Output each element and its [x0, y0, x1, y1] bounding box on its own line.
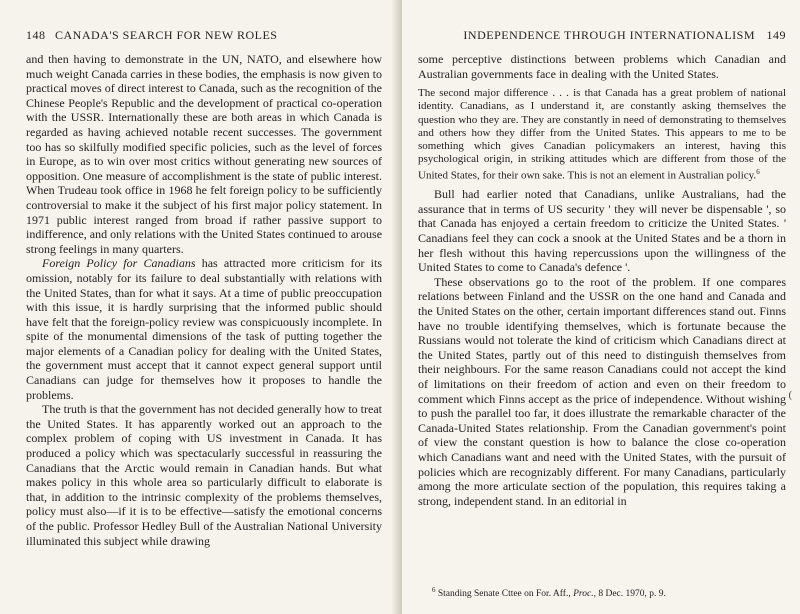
- right-paragraph-2: These observations go to the root of the problem. If one compares relations between Finland and the USSR on the one hand and Canada and the United States on the other, certain important differences stand out. Finns have no trouble identifying themselves, which is fortunate because the Russians would not tolerate the kind of criticism which Canadians direct at the United States, partly out of this need to distinguish themselves from their neighbours. For the same reason Canadians could not accept the kind of limitations on their freedom of action and even on their freedom to comment which Finns accept as the price of independence. Without wishing to push the parallel too far, it does illustrate the remarkable character of the Canada-United States relationship. From the Canadian government's point of view the constant question is how to balance the close co-operation which Canadians want and need with the United States, with the pursuit of policies which are recognizably different. For many Canadians, particularly among the more articulate section of the population, this requires taking a strong, independent stand. In an editorial in: [418, 274, 786, 508]
- block-quote: [418, 87, 786, 183]
- right-page: [402, 0, 800, 614]
- quote-footnote-ref: 6: [756, 168, 760, 177]
- right-running-head: [416, 28, 786, 43]
- left-body-text: [26, 52, 382, 548]
- italic-title: Foreign Policy for Canadians: [42, 256, 196, 271]
- right-paragraph-1: Bull had earlier noted that Canadians, unlike Australians, had the assurance that in terms of US security ' they will never be dispensable ', so that Canada has enjoyed a certain freedom to criticize the United States. ' Canadians feel they can cock a snook at the United States and be a thorn in her flesh without this having repercussions upon the willingness of the United States to come to Canada's defence '.: [418, 187, 786, 275]
- right-body-text: [418, 52, 786, 508]
- right-page-number: 149: [766, 28, 786, 42]
- footnote: [432, 584, 792, 600]
- left-page: [0, 0, 398, 614]
- margin-mark: (: [788, 390, 792, 401]
- left-paragraph-3: The truth is that the government has not decided generally how to treat the United States. It has apparently worked out an approach to the complex problem of coping with US investment in Canada. It has produced a policy which was spectacularly successful in reassuring the Canadians that the Arctic would remain in Canadian hands. But what makes policy in this whole area so particularly difficult to elaborate is that, in addition to the intrinsic complexity of the problems themselves, policy must also—if it is to be effective—satisfy the emotional concerns of the public. Professor Hedley Bull of the Australian National University illuminated this subject while drawing: [26, 402, 382, 548]
- footnote-text-after: , 8 Dec. 1970, p. 9.: [593, 589, 666, 600]
- left-paragraph-2: [26, 256, 382, 402]
- left-paragraph-2-text: has attracted more criticism for its omission, notably for its failure to deal substantially with relations with the United States, than for what it says. At a time of public preoccupation with this issue, it is hardly surprising that the informed public should have felt that the foreign-policy review was conspicuously incomplete. In spite of the monumental dimensions of the task of putting together the major elements of a Canadian policy for dealing with the United States, the government must accept that it cannot expect general support until Canadians can judge for themselves how it proposes to handle the problems.: [26, 256, 382, 402]
- left-paragraph-1: and then having to demonstrate in the UN, NATO, and elsewhere how much weight Canada carries in these bodies, the emphasis is now given to practical moves of direct interest to Canada, such as the recognition of the Chinese People's Republic and the development of practical co-operation with the USSR. Internationally these are both areas in which Canada is regarded as having achieved notable recent successes. The government too has so skilfully modified specific policies, such as the level of forces in Europe, as to win over most critics without generating new sources of opposition. One measure of accomplishment is the state of public interest. When Trudeau took office in 1968 he felt foreign policy to be sufficiently controversial to make it the subject of his first major policy statement. In 1971 public interest ranged from broad if rather passive support to indifference, and only relations with the United States continued to arouse strong feelings in many quarters.: [26, 52, 383, 256]
- left-running-title: CANADA'S SEARCH FOR NEW ROLES: [55, 28, 278, 42]
- left-page-number: 148: [26, 28, 46, 42]
- footnote-italic: Proc.: [573, 589, 594, 600]
- right-opening-paragraph: some perceptive distinctions between problems which Canadian and Australian governments face in dealing with the United States.: [418, 52, 786, 81]
- left-running-head: [26, 28, 388, 43]
- footnote-text-before: Standing Senate Cttee on For. Aff.,: [435, 589, 574, 600]
- block-quote-text: The second major difference . . . is that Canada has a great problem of national identity. Canadians, as I understand it, are constantly asking themselves the question who they are. They are constantly in need of demonstrating to themselves and others how they differ from the United States. This appears to me to be something which gives Canadian policymakers an interest, having this psychological origin, in striking attitudes which are different from those of the United States, for their own sake. This is not an element in Australian policy.: [418, 87, 786, 183]
- footnote-marker: 6: [432, 586, 436, 594]
- right-running-title: INDEPENDENCE THROUGH INTERNATIONALISM: [463, 28, 755, 42]
